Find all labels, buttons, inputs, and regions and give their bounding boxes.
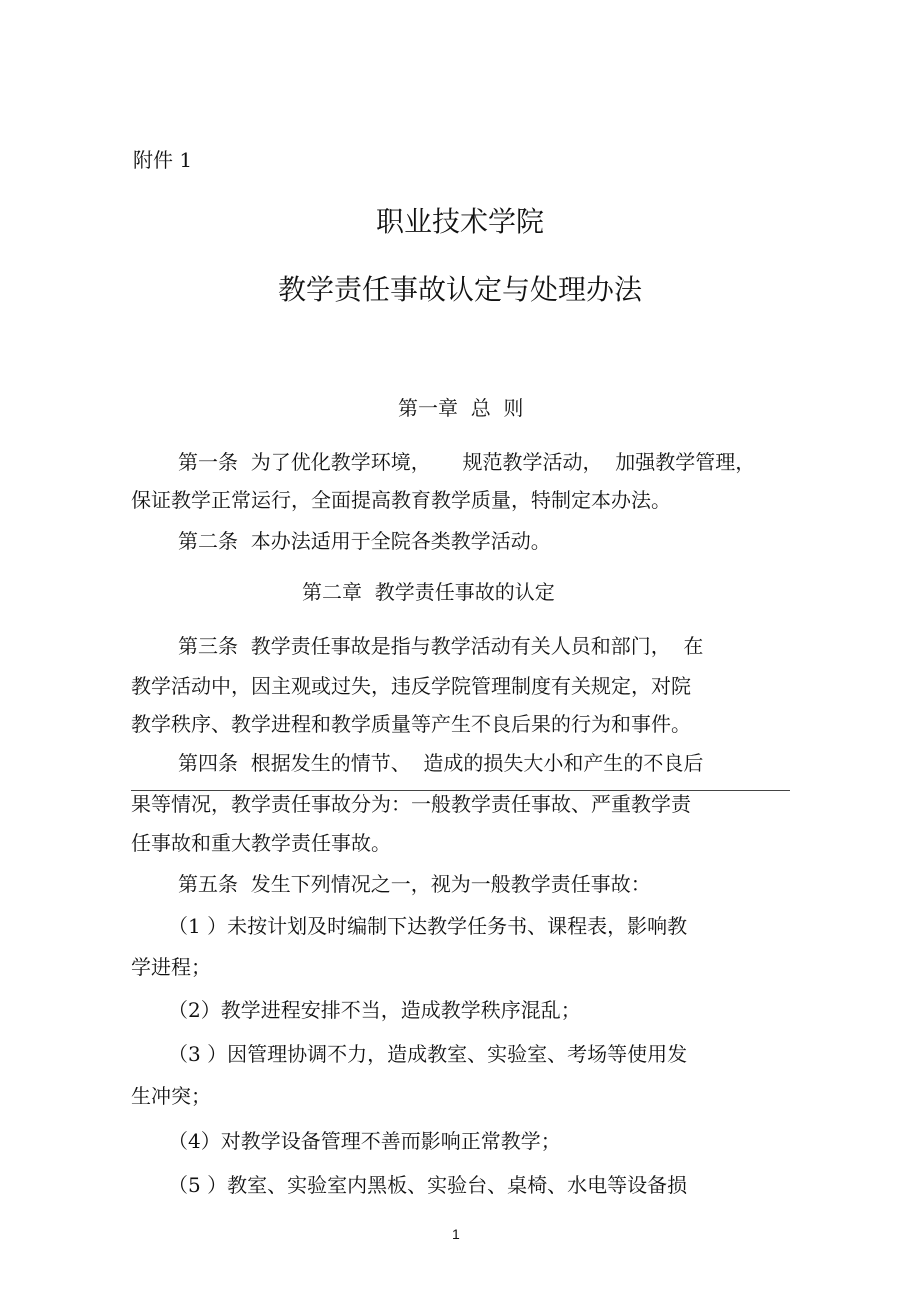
list-item-line: 学进程； (131, 955, 211, 979)
paragraph-line: 第一条 为了优化教学环境， 规范教学活动， 加强教学管理， (178, 450, 756, 474)
list-item-line: （5 ）教室、实验室内黑板、实验台、桌椅、水电等设备损 (168, 1173, 688, 1197)
paragraph-line: 教学秩序、教学进程和教学质量等产生不良后果的行为和事件。 (131, 712, 691, 736)
page-number: 1 (452, 1226, 460, 1242)
chapter-heading: 第二章 教学责任事故的认定 (302, 580, 555, 604)
document-title-institution: 职业技术学院 (375, 205, 544, 238)
paragraph-line: 第五条 发生下列情况之一，视为一般教学责任事故： (178, 872, 651, 896)
document-title-main: 教学责任事故认定与处理办法 (277, 273, 642, 306)
paragraph-line: 第二条 本办法适用于全院各类教学活动。 (178, 529, 551, 553)
list-item-line: （4）对教学设备管理不善而影响正常教学； (168, 1129, 561, 1153)
paragraph-line: 果等情况，教学责任事故分为：一般教学责任事故、严重教学责 (131, 792, 691, 816)
list-item-line: 生冲突； (131, 1084, 211, 1108)
list-item-line: （3 ）因管理协调不力，造成教室、实验室、考场等使用发 (168, 1042, 688, 1066)
list-item-line: （2）教学进程安排不当，造成教学秩序混乱； (168, 998, 581, 1022)
paragraph-line: 任事故和重大教学责任事故。 (131, 831, 391, 855)
list-item-line: （1 ）未按计划及时编制下达教学任务书、课程表，影响教 (168, 914, 688, 938)
chapter-heading: 第一章 总 则 (398, 396, 524, 420)
paragraph-line: 第四条 根据发生的情节、 造成的损失大小和产生的不良后 (178, 751, 704, 775)
paragraph-line: 第三条 教学责任事故是指与教学活动有关人员和部门， 在 (178, 634, 704, 658)
paragraph-line: 教学活动中，因主观或过失，违反学院管理制度有关规定，对院 (131, 674, 691, 698)
paragraph-line: 保证教学正常运行，全面提高教育教学质量，特制定本办法。 (131, 488, 671, 512)
attachment-label: 附件 1 (133, 148, 193, 172)
horizontal-rule (131, 790, 790, 791)
